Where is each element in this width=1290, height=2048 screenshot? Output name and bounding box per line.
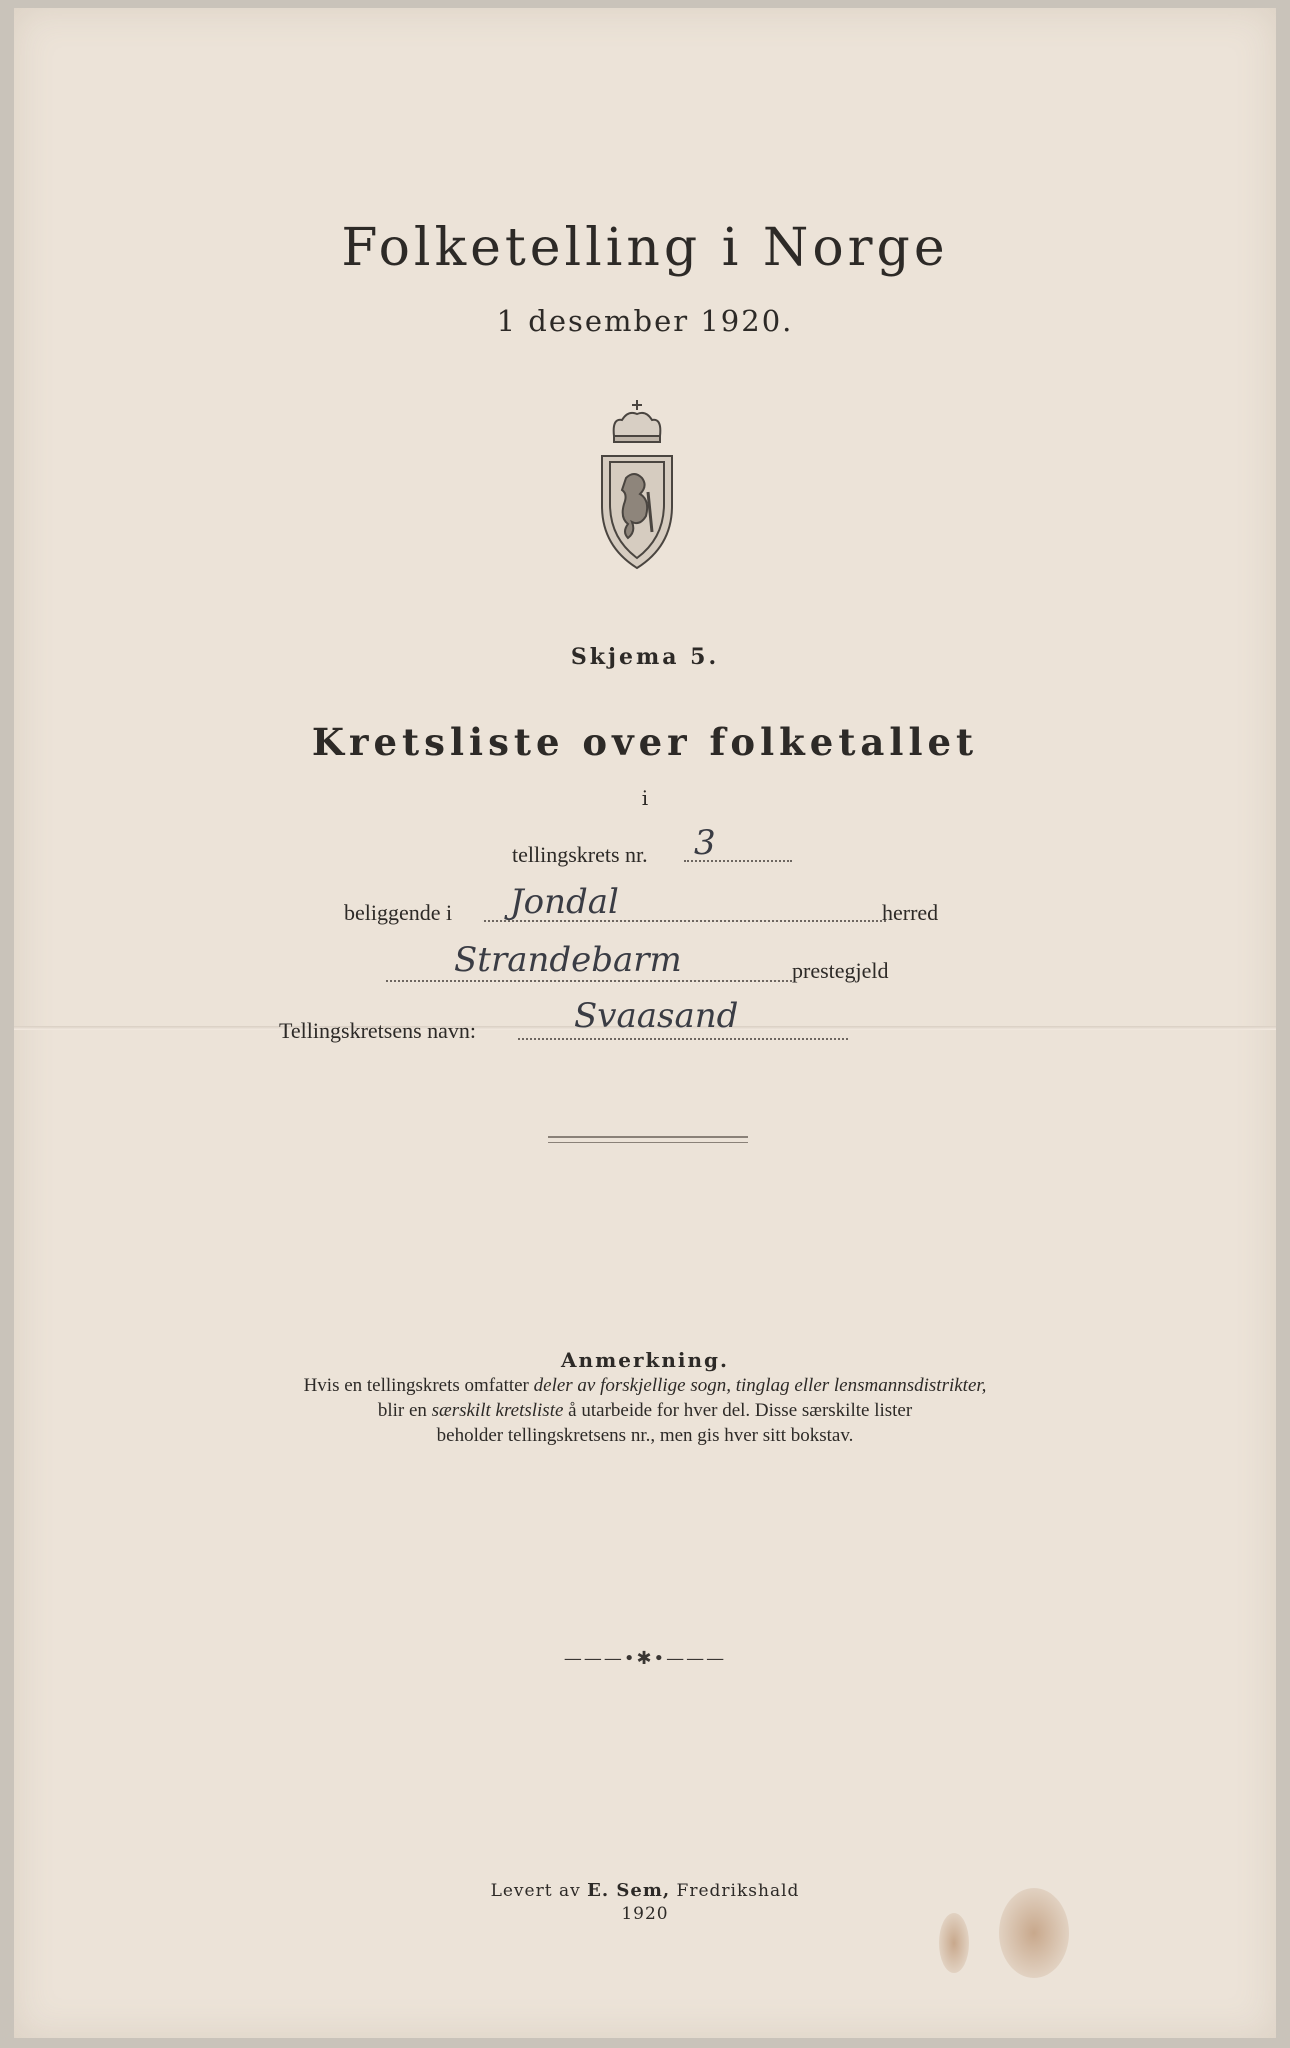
paper-stain-small	[939, 1913, 969, 1973]
page-title: Folketelling i Norge	[341, 218, 949, 278]
krets-label: tellingskrets nr.	[512, 842, 648, 867]
note-line-2-text-a: blir en	[377, 1400, 432, 1421]
note-line-1	[14, 1374, 1276, 1397]
note-line-3: beholder tellingskretsens nr., men gis hver sitt bokstav.	[436, 1425, 854, 1446]
note-line-2-text-b: å utarbeide for hver del. Disse særskilte lister	[563, 1400, 913, 1421]
krets-value[interactable]: 3	[694, 823, 716, 863]
note-line-2-emphasis: særskilt kretsliste	[431, 1400, 564, 1421]
heading-connector: i	[641, 786, 649, 810]
printer-line	[14, 1880, 1276, 1901]
beliggende-label: beliggende i	[344, 900, 453, 925]
beliggende-value[interactable]: Jondal	[510, 882, 619, 922]
note-line-2	[14, 1399, 1276, 1422]
printer-place: Fredrikshald	[670, 1881, 800, 1901]
note-line-1-emphasis: deler av forskjellige sogn, tinglag eller lensmannsdistrikter,	[533, 1375, 987, 1396]
navn-dotted-line	[518, 1038, 848, 1040]
note-line-1-text: Hvis en tellingskrets omfatter	[303, 1375, 534, 1396]
printer-name: E. Sem,	[587, 1880, 671, 1901]
form-heading: Kretsliste over folketallet	[311, 720, 979, 764]
schema-number: Skjema 5.	[570, 644, 720, 670]
navn-label: Tellingskretsens navn:	[279, 1018, 477, 1043]
norwegian-coat-of-arms-icon	[592, 396, 682, 576]
note-title: Anmerkning.	[561, 1348, 729, 1372]
separator-rule	[548, 1136, 748, 1138]
prestegjeld-value[interactable]: Strandebarm	[454, 940, 682, 980]
herred-label: herred	[882, 900, 939, 925]
separator-rule-thin	[548, 1142, 748, 1143]
census-form-page	[14, 8, 1276, 2038]
prestegjeld-dotted-line	[386, 980, 792, 982]
printer-prefix: Levert av	[490, 1881, 588, 1901]
ornament-divider: ———•✱•———	[563, 1648, 727, 1669]
printer-year: 1920	[621, 1904, 669, 1924]
navn-value[interactable]: Svaasand	[574, 996, 739, 1036]
paper-stain	[999, 1888, 1069, 1978]
prestegjeld-label: prestegjeld	[792, 958, 889, 983]
census-date: 1 desember 1920.	[496, 304, 794, 338]
